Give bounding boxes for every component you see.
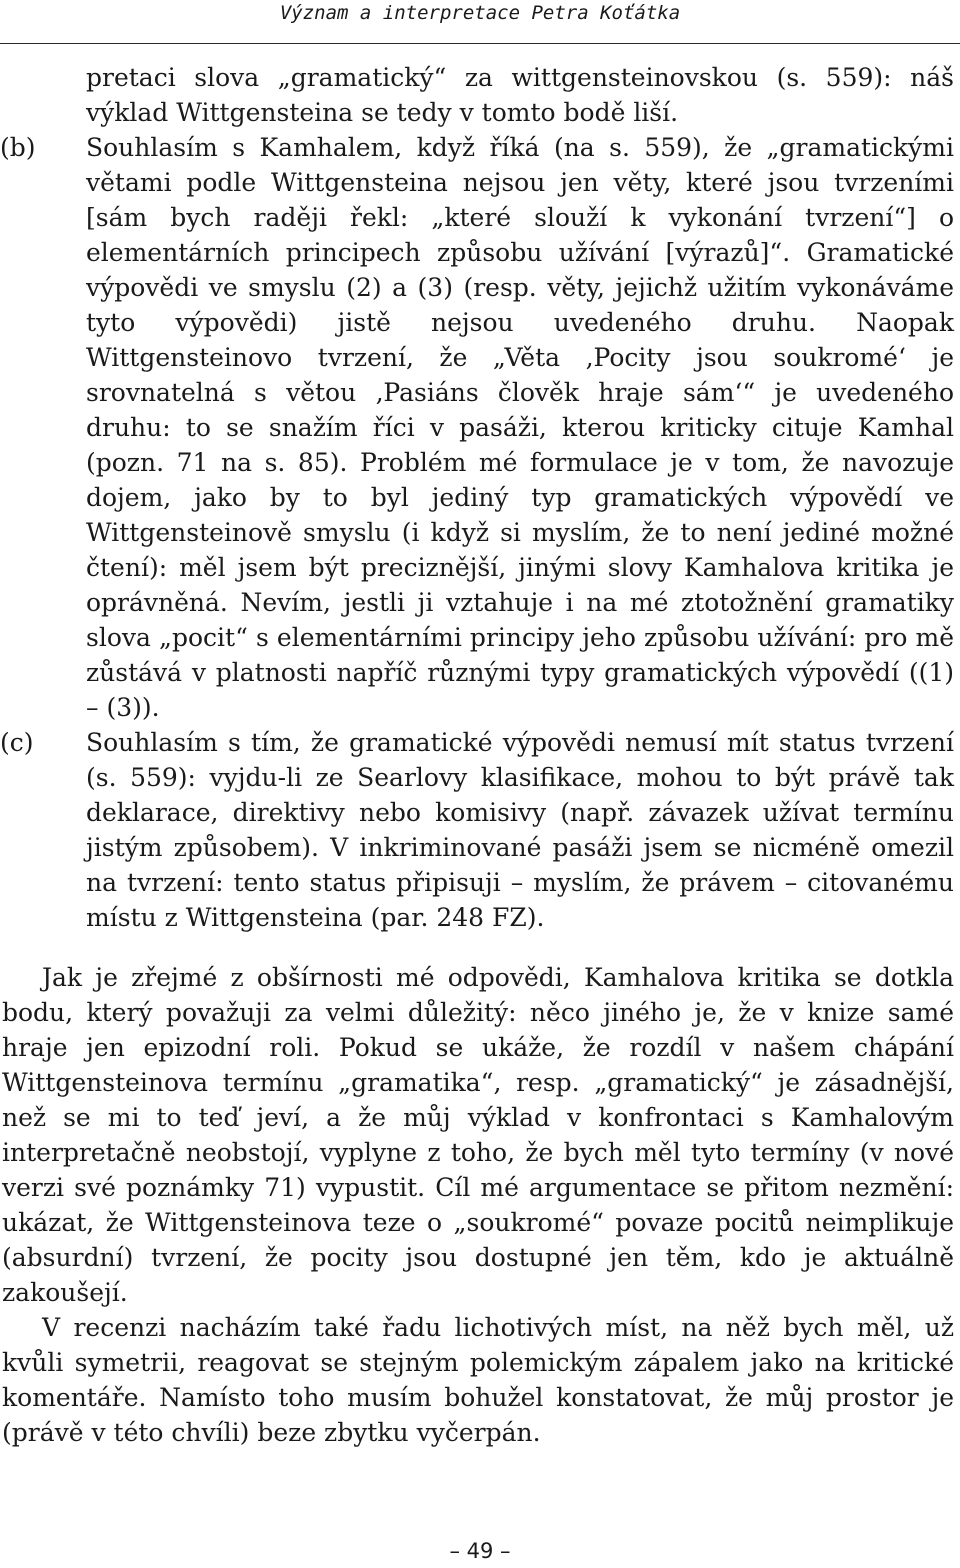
body-paragraph-2: V recenzi nacházím také řadu lichotivých míst, na něž bych měl, už kvůli symetrii, reagovat se stejným polemickým zápalem jako na kritické komentáře. Namísto toho musím bohužel konstatovat, že můj prostor je (právě v této chvíli) beze zbytku vyčerpán. — [2, 1313, 954, 1447]
list-item-continuation — [0, 60, 960, 130]
item-label-b: (b) — [0, 133, 36, 162]
list-item-c — [0, 725, 960, 935]
item-text: pretaci slova „gramatický“ za wittgensteinovskou (s. 559): náš výklad Wittgensteina se tedy v tomto bodě liší. — [86, 63, 954, 127]
page-body — [0, 60, 960, 1450]
item-label-c: (c) — [0, 728, 34, 757]
body-paragraph-1: Jak je zřejmé z obšírnosti mé odpovědi, Kamhalova kritika se dotkla bodu, který považuji za velmi důležitý: něco jiného je, že v knize samé hraje jen epizodní roli. Pokud se ukáže, že rozdíl v našem chápání Wittgensteinova termínu „gramatika“, resp. „gramatický“ je zásadnější, než se mi to teď jeví, a že můj výklad v konfrontaci s Kamhalovým interpretačně neobstojí, vyplyne z toho, že bych měl tyto termíny (v nové verzi své poznámky 71) vypustit. Cíl mé argumentace se přitom nezmění: ukázat, že Wittgensteinova teze o „soukromé“ povaze pocitů neimplikuje (absurdní) tvrzení, že pocity jsou dostupné jen těm, kdo je aktuálně zakoušejí. — [2, 963, 954, 1307]
list-item-b — [0, 130, 960, 725]
running-title: Význam a interpretace Petra Koťátka — [279, 2, 681, 24]
item-text-c: Souhlasím s tím, že gramatické výpovědi nemusí mít status tvrzení (s. 559): vyjdu-li ze Searlovy klasifikace, mohou to být právě tak deklarace, direktivy nebo komisivy (např. závazek užívat termínu jistým způsobem). V inkriminované pasáži jsem se nicméně omezil na tvrzení: tento status připisuji – myslím, že právem – citovanému místu z Wittgensteina (par. 248 FZ). — [86, 728, 954, 932]
paragraph-gap — [0, 935, 960, 960]
running-header — [0, 0, 960, 44]
page-number: – 49 – — [449, 1539, 511, 1563]
item-text-b: Souhlasím s Kamhalem, když říká (na s. 559), že „gramatickými větami podle Wittgensteina nejsou jen věty, které jsou tvrzeními [sám bych raději řekl: „které slouží k vykonání tvrzení“] o elementárních principech způsobu užívání [výrazů]“. Gramatické výpovědi ve smyslu (2) a (3) (resp. věty, jejichž užitím vykonáváme tyto výpovědi) jistě nejsou uvedeného druhu. Naopak Wittgensteinovo tvrzení, že „Věta ‚Pocity jsou soukromé‘ je srovnatelná s větou ‚Pasiáns člověk hraje sám‘“ je uvedeného druhu: to se snažím říci v pasáži, kterou kriticky cituje Kamhal (pozn. 71 na s. 85). Problém mé formulace je v tom, že navozuje dojem, jako by to byl jediný typ gramatických výpovědí ve Wittgensteinově smyslu (i když si myslím, že to není jediné možné čtení): měl jsem být preciznější, jinými slovy Kamhalova kritika je oprávněná. Nevím, jestli ji vztahuje i na mé ztotožnění gramatiky slova „pocit“ s elementárními principy jeho způsobu užívání: pro mě zůstává v platnosti napříč různými typy gramatických výpovědí ((1) – (3)). — [86, 133, 954, 722]
